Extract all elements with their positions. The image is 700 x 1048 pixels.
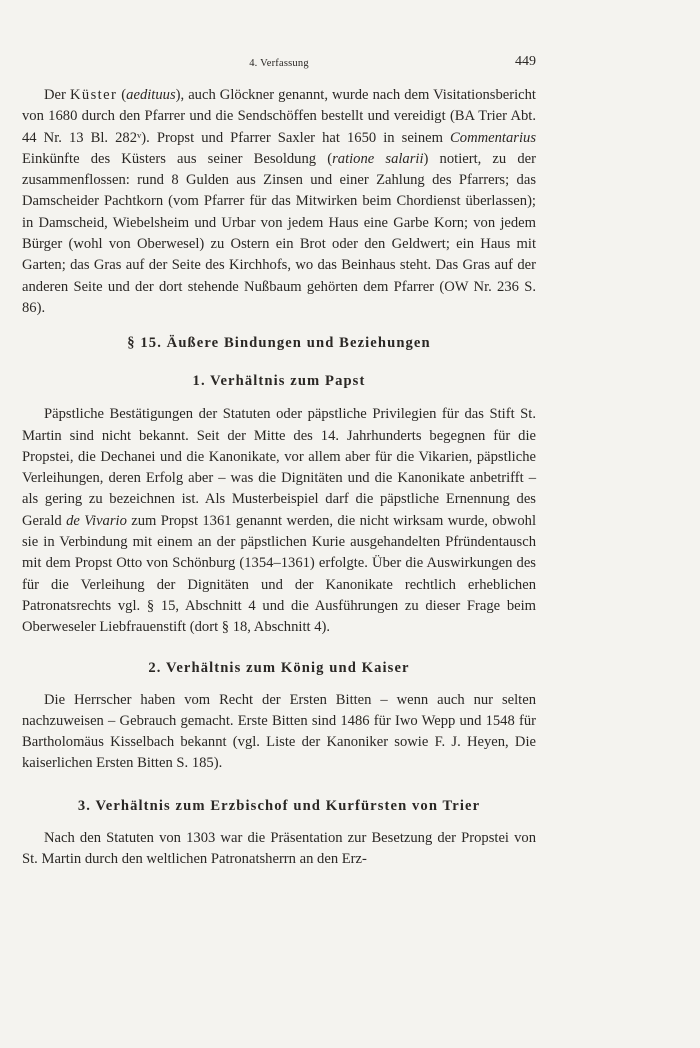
term-kuester: Küster [69, 87, 118, 103]
paragraph-papst: Päpstliche Bestätigungen der Statuten oder päpstliche Privilegien für das Stift St. Martin sind nicht bekannt. Seit der Mitte des 14. Jahrhunderts begegnen für die Propstei, die Dechanei und die Kanonikate, vor allem aber für die Vikarien, päpstliche Verleihungen, deren Erfolg aber – was die Dignitäten und die Kanonikate anbetrifft – als gering zu bezeichnen ist. Als Musterbeispiel darf die päpstliche Ernennung des Gerald de Vivario zum Propst 1361 genannt werden, die nicht wirksam wurde, obwohl sie in Verbindung mit einem an der päpstlichen Kurie ausgehandelten Pfründentausch mit dem Propst Otto von Schönburg (1354–1361) erfolgte. Über die Auswirkungen des für die Verleihung der Dignitäten und der Kanonikate rechtlich erheblichen Patronatsrechts vgl. § 15, Abschnitt 4 und die Ausführungen zu dieser Frage beim Oberweseler Liebfrauenstift (dort § 18, Abschnitt 4). [22, 406, 536, 636]
book-page [22, 50, 536, 870]
running-head [22, 50, 536, 76]
latin-term: aedituus [126, 87, 176, 103]
paragraph-erzbischof: Nach den Statuten von 1303 war die Präsentation zur Besetzung der Propstei von St. Martin durch den weltlichen Patronatsherrn an den Erz- [22, 829, 536, 868]
running-title: 4. Verfassung [249, 58, 309, 69]
page-number: 449 [515, 54, 536, 69]
subheading-koenig: 2. Verhältnis zum König und Kaiser [148, 659, 410, 676]
subheading-erzbischof: 3. Verhältnis zum Erzbischof und Kurfürsten von Trier [77, 797, 481, 814]
latin-title: Commentarius [450, 129, 536, 146]
paragraph-kuester: Der Küster (aedituus), auch Glöckner genannt, wurde nach dem Visitationsbericht von 1680 durch den Pfarrer und die Sendschöffen bestellt und vereidigt (BA Trier Abt. 44 Nr. 13 Bl. 282ᵛ). Propst und Pfarrer Saxler hat 1650 in seinem Commentarius Einkünfte des Küsters aus seiner Besoldung (ratione salarii) notiert, zu der zusammenflossen: rund 8 Gulden aus Zinsen und einer Zahlung des Pfarrers; das Damscheider Pachtkorn (vom Pfarrer für das Mitwirken beim Chordienst überlassen); in Damscheid, Wiebelsheim und Urbar von jedem Haus eine Garbe Korn; von jedem Bürger (wohl von Oberwesel) zu Ostern ein Brot oder den Geldwert; ein Haus mit Garten; das Gras auf der Seite des Kirchhofs, wo das Beinhaus steht. Das Gras auf der anderen Seite und der dort stehende Nußbaum gehörten dem Pfarrer (OW Nr. 236 S. 86). [22, 87, 536, 316]
section-heading: § 15. Äußere Bindungen und Beziehungen [127, 335, 431, 352]
paragraph-koenig: Die Herrscher haben vom Recht der Ersten Bitten – wenn auch nur selten nachzuweisen – Gebrauch gemacht. Erste Bitten sind 1486 für Iwo Wepp und 1548 für Bartholomäus Kisselbach bekannt (vgl. Liste der Kanoniker sowie F. J. Heyen, Die kaiserlichen Ersten Bitten S. 185). [22, 691, 536, 772]
latin-phrase: ratione salarii [332, 150, 424, 167]
subheading-papst: 1. Verhältnis zum Papst [192, 373, 366, 390]
latin-name: de Vivario [66, 512, 127, 529]
